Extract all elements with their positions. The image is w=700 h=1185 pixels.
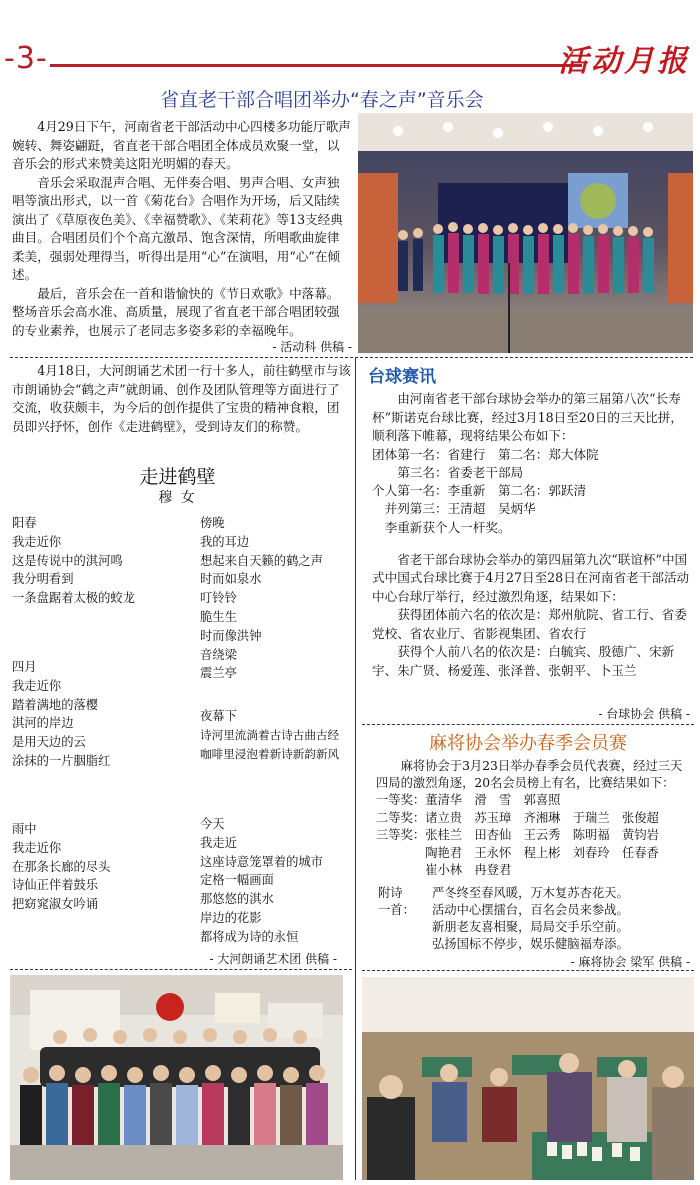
poem-line: 时而如泉水 <box>200 572 262 587</box>
poem-line: 岸边的花影 <box>200 910 262 925</box>
mahjong-poem-line: 严冬终至春风暖，万木复苏杏花天。 <box>432 886 629 900</box>
poem-line: 夜幕下 <box>200 709 237 723</box>
mahjong-title: 麻将协会举办春季会员赛 <box>429 733 627 754</box>
billiards-body <box>372 390 690 680</box>
divider-concert <box>10 357 693 358</box>
poem-line: 想起来自天籁的鹤之声 <box>200 553 323 568</box>
poem-line: 我走近你 <box>12 678 62 693</box>
mahjong-poem-line: 新朋老友喜相聚，局局交手乐空前。 <box>432 920 629 934</box>
mahjong-photo <box>362 977 694 1180</box>
mahjong-poem-label <box>378 885 415 919</box>
poem-line: 涂抹的一片胭脂红 <box>12 753 111 768</box>
mahjong-award-line: 二等奖：诸立贵 苏玉璋 齐湘琳 于瑞兰 张俊超 <box>376 810 659 825</box>
poem-line: 叮铃铃 <box>200 591 237 606</box>
concert-body <box>12 118 352 340</box>
mahjong-poem-line: 弘扬国标不停步，娱乐健脑福寿添。 <box>432 937 629 951</box>
poem-line: 阳春 <box>12 516 37 530</box>
poem-line: 我分明看到 <box>12 572 74 587</box>
masthead: 活动月报 <box>558 44 690 79</box>
poem-line: 我走近你 <box>12 534 62 549</box>
billiards-paragraph-3: 获得团体前六名的依次是：郑州航院、省工行、省委党校、省农业厅、省影视集团、省农行 <box>372 607 687 641</box>
mahjong-award-line: 崔小林 冉登君 <box>376 863 512 877</box>
poem-line: 一条盘踞着太极的蛟龙 <box>12 591 135 606</box>
poem-label-line-2: 一首： <box>378 903 415 917</box>
poem-line: 时而像洪钟 <box>200 628 262 643</box>
poem-line: 定格一幅画面 <box>200 873 274 888</box>
mahjong-award-line: 陶艳君 王永怀 程上彬 刘春玲 任春香 <box>376 845 659 860</box>
billiards-result-line: 个人第一名：李重新 第二名：郭跃清 <box>372 483 587 499</box>
recital-credit: - 大河朗诵艺术团 供稿 - <box>209 952 337 966</box>
billiards-paragraph-2: 省老干部台球协会举办的第四届第九次“联谊杯”中国式中国式台球比赛于4月27日至28日在河南省老干部活动中心台球厅举行，经过激烈角逐，结果如下： <box>372 551 690 604</box>
poem-line: 这是传说中的淇河鸣 <box>12 553 123 568</box>
concert-paragraph-1: 4月29日下午，河南省老干部活动中心四楼多功能厅歌声婉转、舞姿翩跹，省直老干部合唱团全体成员欢聚一堂，以音乐会的形式来赞美这阳光明媚的春天。 <box>12 119 351 171</box>
poem-line: 都将成为诗的永恒 <box>200 929 299 944</box>
poem-stanza-3-left <box>12 820 110 914</box>
poem-stanza-1-left <box>12 514 135 608</box>
poem-line: 诗河里流淌着古诗古曲古经 <box>200 727 340 742</box>
poem-line: 今天 <box>200 817 225 831</box>
poem-line: 雨中 <box>12 822 37 836</box>
page-number: -3- <box>4 41 48 76</box>
poem-line: 淇河的岸边 <box>12 716 74 731</box>
mahjong-poem <box>432 885 629 953</box>
divider-billiards <box>362 724 694 725</box>
concert-title: 省直老干部合唱团举办“春之声”音乐会 <box>160 89 484 111</box>
mahjong-poem-line: 活动中心摆擂台，百名会员来参战。 <box>432 903 629 917</box>
recital-group-photo <box>10 975 343 1180</box>
poem-line: 那悠悠的淇水 <box>200 892 274 907</box>
concert-paragraph-3: 最后，音乐会在一首和谐愉快的《节日欢歌》中落幕。整场音乐会高水准、高质量，展现了省直老干部合唱团较强的专业素养，也展示了老同志多姿多彩的幸福晚年。 <box>12 285 340 338</box>
divider-mahjong <box>362 970 694 971</box>
poem-stanza-2-right <box>200 707 339 763</box>
choir-photo <box>358 113 693 353</box>
poem-author: 穆 女 <box>158 490 197 506</box>
poem-line: 踏着满地的落樱 <box>12 697 99 712</box>
poem-label-line-1: 附诗 <box>378 886 403 900</box>
recital-intro <box>12 362 352 436</box>
poem-line: 是用天边的云 <box>12 735 86 750</box>
poem-line: 把窈窕淑女吟诵 <box>12 897 99 912</box>
poem-line: 脆生生 <box>200 609 237 624</box>
recital-intro-text: 4月18日，大河朗诵艺术团一行十多人，前往鹤壁市与该市朗诵协会“鹤之声”就朗诵、创作及团队管理等方面进行了交流，收获颇丰，为今后的创作提供了宝贵的精神食粮，团员即兴抒怀，创作《走进鹤壁》，受到诗友们的称赞。 <box>12 363 351 434</box>
poem-line: 四月 <box>12 660 37 674</box>
mahjong-body <box>376 758 692 880</box>
billiards-result-line: 第三名：省委老干部局 <box>372 464 524 480</box>
mahjong-award-line: 一等奖：董清华 滑 雪 郭喜照 <box>376 793 561 807</box>
mahjong-intro: 麻将协会于3月23日举办春季会员代表赛，经过三天四局的激烈角逐，20名会员榜上有名，比赛结果如下： <box>376 759 683 790</box>
mahjong-award-line: 三等奖：张桂兰 田杏仙 王云秀 陈明福 黄钧岩 <box>376 828 659 842</box>
poem-line: 我的耳边 <box>200 534 250 549</box>
mahjong-credit: - 麻将协会 梁军 供稿 - <box>570 955 690 969</box>
billiards-result-line: 李重新获个人一杆奖。 <box>372 519 511 535</box>
poem-line: 震兰亭 <box>200 666 237 681</box>
concert-paragraph-2: 音乐会采取混声合唱、无伴奏合唱、男声合唱、女声独唱等演出形式，以一首《菊花台》合唱作为开场，后又陆续演出了《草原夜色美》、《幸福赞歌》、《茉莉花》等13支经典曲目。合唱团员们个个高亢激昂、饱含深情，所唱歌曲旋律柔美，强弱处理得当，听得出是用“心”在演唱，用“心”在倾述。 <box>12 174 343 282</box>
poem-title: 走进鹤壁 <box>139 466 216 488</box>
divider-recital <box>10 969 352 970</box>
poem-stanza-2-left <box>12 658 110 771</box>
column-divider <box>355 358 356 1180</box>
poem-line: 在那条长廊的尽头 <box>12 859 111 874</box>
poem-stanza-3-right <box>200 815 323 947</box>
billiards-paragraph-1: 由河南省老干部台球协会举办的第三届第八次“长寿杯”斯诺克台球比赛，经过3月18日至20日的三天比拼，顺利落下帷幕，现将结果公布如下： <box>372 391 683 443</box>
poem-stanza-1-right <box>200 514 323 683</box>
poem-line: 音绕梁 <box>200 647 237 662</box>
concert-credit: - 活动科 供稿 - <box>272 340 352 354</box>
billiards-title: 台球赛讯 <box>368 367 436 387</box>
billiards-paragraph-4: 获得个人前八名的依次是：白毓宾、殷德广、宋新宇、朱广贤、杨爱莲、张泽普、张朝平、卜玉兰 <box>372 644 675 678</box>
poem-line: 我走近 <box>200 835 237 850</box>
poem-line: 傍晚 <box>200 516 225 530</box>
billiards-credit: - 台球协会 供稿 - <box>598 707 690 721</box>
poem-line: 我走近你 <box>12 840 62 855</box>
header-rule <box>50 64 582 67</box>
poem-line: 这座诗意笼罩着的城市 <box>200 854 323 869</box>
billiards-result-line: 团体第一名：省建行 第二名：郑大体院 <box>372 446 599 462</box>
billiards-result-line: 并列第三：王清超 吴炳华 <box>372 501 536 517</box>
poem-line: 诗仙正伴着鼓乐 <box>12 878 99 893</box>
poem-line: 咖啡里浸泡着新诗新韵新风 <box>200 746 340 761</box>
